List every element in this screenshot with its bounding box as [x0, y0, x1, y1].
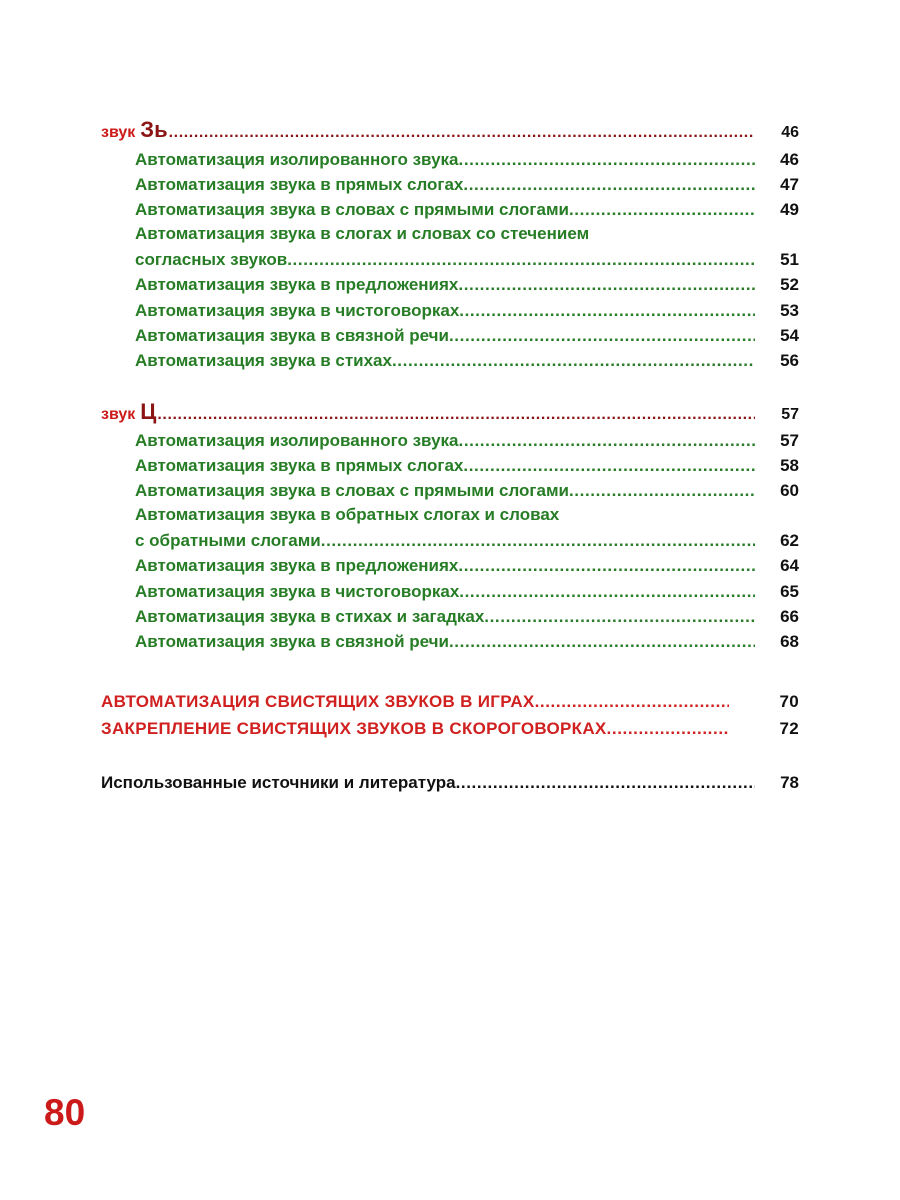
- toc-entry: [135, 627, 799, 652]
- toc-entry: [135, 270, 799, 295]
- dot-leader: [321, 531, 755, 551]
- dot-leader: [459, 582, 755, 602]
- dot-leader: [459, 150, 756, 170]
- dot-leader: [458, 556, 755, 576]
- entry-title: Автоматизация звука в чистоговорках: [135, 301, 460, 320]
- toc-entry: [135, 245, 799, 270]
- page-ref: 72: [779, 719, 799, 738]
- page-ref: 52: [780, 275, 799, 294]
- page-ref: 57: [781, 406, 799, 423]
- page-ref: 53: [780, 301, 799, 320]
- dot-leader: [459, 431, 756, 451]
- page-ref: 58: [780, 456, 799, 475]
- section-sound: Зь: [140, 117, 168, 142]
- chapter-title: АВТОМАТИЗАЦИЯ СВИСТЯЩИХ ЗВУКОВ В ИГРАХ: [101, 692, 535, 711]
- toc-section-z-soft: [101, 118, 799, 143]
- page-ref: 60: [780, 481, 799, 500]
- dot-leader: [157, 405, 755, 425]
- entry-title: с обратными слогами: [135, 531, 321, 550]
- dot-leader: [569, 481, 755, 501]
- dot-leader: [569, 200, 755, 220]
- toc-entry: [135, 602, 799, 627]
- page-number: 80: [44, 1092, 86, 1133]
- page-ref: 70: [779, 692, 799, 711]
- entry-title: Автоматизация звука в предложениях: [135, 556, 459, 575]
- toc-entry: [135, 476, 799, 501]
- page-ref: 46: [781, 124, 799, 141]
- page-ref: 66: [780, 607, 799, 626]
- page-ref: 54: [780, 326, 799, 345]
- toc-entry: [135, 577, 799, 602]
- page-ref: 51: [780, 250, 799, 269]
- chapter-title: ЗАКРЕПЛЕНИЕ СВИСТЯЩИХ ЗВУКОВ В СКОРОГОВОРКАХ: [101, 719, 607, 738]
- toc-entry: [135, 145, 799, 170]
- dot-leader: [449, 326, 755, 346]
- references-title: Использованные источники и литература: [101, 773, 456, 792]
- page-ref: 46: [780, 150, 799, 169]
- dot-leader: [169, 123, 755, 143]
- page-ref: 57: [780, 431, 799, 450]
- toc-entry: [135, 296, 799, 321]
- page-ref: 68: [780, 632, 799, 651]
- page-ref: 49: [780, 200, 799, 219]
- entry-title: Автоматизация звука в предложениях: [135, 275, 459, 294]
- dot-leader: [535, 692, 729, 712]
- page-ref: 65: [780, 582, 799, 601]
- dot-leader: [463, 456, 755, 476]
- entry-title: Автоматизация звука в связной речи: [135, 326, 449, 345]
- toc-section-ts: [101, 400, 799, 425]
- dot-leader: [449, 632, 755, 652]
- page-ref: 62: [780, 531, 799, 550]
- toc-entry: [135, 551, 799, 576]
- toc-entry: [135, 321, 799, 346]
- entry-title: согласных звуков: [135, 250, 288, 269]
- section-label: звук: [101, 406, 136, 423]
- toc-references: [101, 768, 799, 793]
- entry-title: Автоматизация изолированного звука: [135, 150, 459, 169]
- dot-leader: [459, 301, 755, 321]
- dot-leader: [484, 607, 755, 627]
- section-label: звук: [101, 124, 136, 141]
- entry-title: Автоматизация звука в связной речи: [135, 632, 449, 651]
- entry-title: Автоматизация звука в словах с прямыми слогами: [135, 200, 569, 219]
- section-sound: Ц: [140, 399, 157, 424]
- entry-title: Автоматизация звука в словах с прямыми слогами: [135, 481, 569, 500]
- page-ref: 56: [780, 351, 799, 370]
- toc-entry: [135, 526, 799, 551]
- entry-title: Автоматизация звука в стихах и загадках: [135, 607, 485, 626]
- entry-title: Автоматизация звука в прямых слогах: [135, 456, 464, 475]
- toc-entry: [135, 426, 799, 451]
- entry-title: Автоматизация звука в прямых слогах: [135, 175, 464, 194]
- dot-leader: [458, 275, 755, 295]
- entry-title: Автоматизация изолированного звука: [135, 431, 459, 450]
- dot-leader: [456, 773, 755, 793]
- toc-chapter-tongue-twisters: [101, 714, 799, 739]
- dot-leader: [607, 719, 729, 739]
- entry-title: Автоматизация звука в стихах: [135, 351, 392, 370]
- toc-entry: [135, 451, 799, 476]
- page-ref: 78: [780, 773, 799, 792]
- toc-entry: [135, 346, 799, 371]
- toc-entry: [135, 170, 799, 195]
- page-ref: 64: [780, 556, 799, 575]
- dot-leader: [463, 175, 755, 195]
- dot-leader: [392, 351, 755, 371]
- entry-title-line1: Автоматизация звука в обратных слогах и словах: [135, 505, 560, 524]
- entry-title-line1: Автоматизация звука в слогах и словах со стечением: [135, 224, 590, 243]
- dot-leader: [287, 250, 755, 270]
- toc-chapter-games: [101, 687, 799, 712]
- toc-entry: [135, 195, 799, 220]
- entry-title: Автоматизация звука в чистоговорках: [135, 582, 460, 601]
- page-ref: 47: [780, 175, 799, 194]
